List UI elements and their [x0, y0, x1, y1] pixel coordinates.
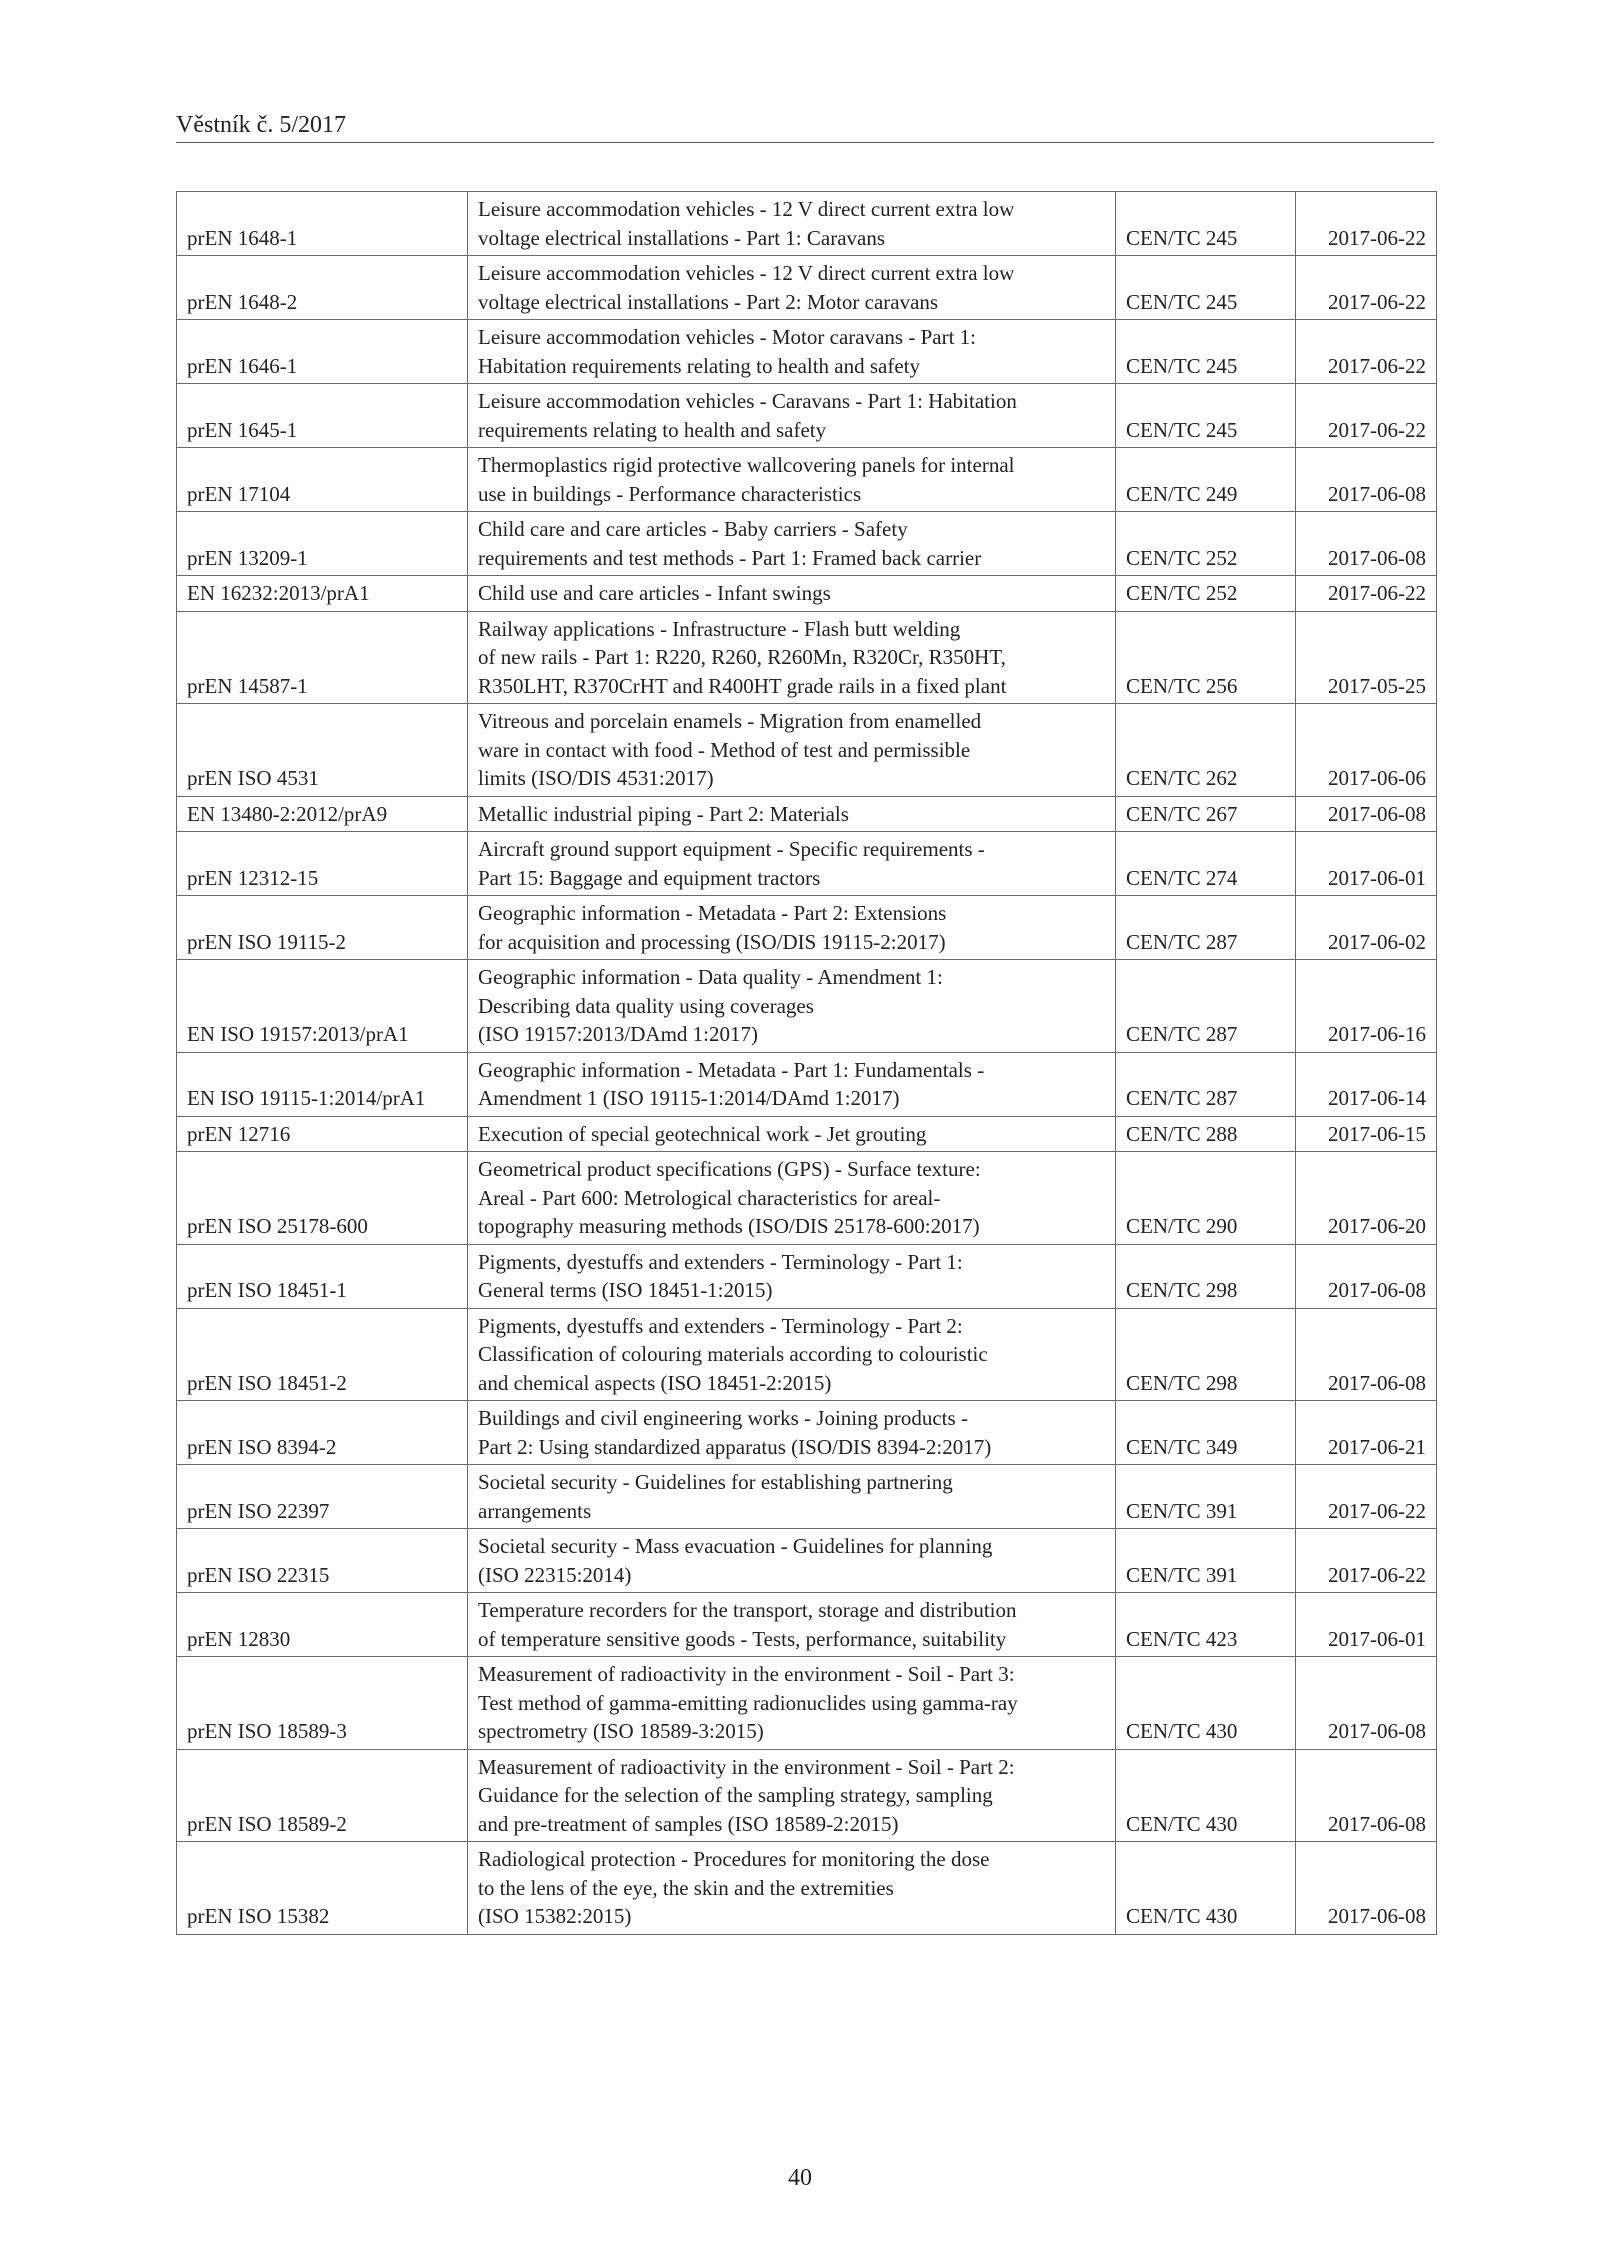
standard-title-line: for acquisition and processing (ISO/DIS 19115-2:2017) — [478, 929, 946, 954]
deadline-date: 2017-06-20 — [1296, 1152, 1437, 1245]
standard-code: prEN 13209-1 — [177, 512, 468, 576]
standard-code: prEN 1645-1 — [177, 384, 468, 448]
standard-code: prEN 12312-15 — [177, 832, 468, 896]
standard-code: EN ISO 19157:2013/prA1 — [177, 960, 468, 1053]
standard-title — [468, 512, 1116, 576]
standard-code: EN 16232:2013/prA1 — [177, 576, 468, 612]
standard-title-line: Classification of colouring materials according to colouristic — [478, 1342, 988, 1366]
technical-committee: CEN/TC 287 — [1116, 896, 1296, 960]
standard-code: prEN 1648-2 — [177, 256, 468, 320]
deadline-date: 2017-06-22 — [1296, 320, 1437, 384]
standard-title-line: limits (ISO/DIS 4531:2017) — [478, 766, 714, 790]
standard-title-line: Leisure accommodation vehicles - Motor caravans - Part 1: — [478, 325, 976, 349]
deadline-date: 2017-06-15 — [1296, 1116, 1437, 1152]
standard-title — [468, 1401, 1116, 1465]
deadline-date: 2017-06-08 — [1296, 1842, 1437, 1935]
standard-title-line: Leisure accommodation vehicles - Caravans - Part 1: Habitation — [478, 389, 1017, 413]
standard-title — [468, 576, 1116, 612]
standard-code: prEN 1648-1 — [177, 192, 468, 256]
technical-committee: CEN/TC 274 — [1116, 832, 1296, 896]
table-row — [177, 1152, 1437, 1245]
table-row — [177, 384, 1437, 448]
technical-committee: CEN/TC 262 — [1116, 704, 1296, 797]
deadline-date: 2017-06-14 — [1296, 1052, 1437, 1116]
deadline-date: 2017-06-08 — [1296, 512, 1437, 576]
standard-title-line: use in buildings - Performance characteristics — [478, 481, 862, 506]
table-row — [177, 192, 1437, 256]
standard-code: prEN 12830 — [177, 1593, 468, 1657]
standard-title — [468, 384, 1116, 448]
deadline-date: 2017-06-08 — [1296, 1749, 1437, 1842]
page-number: 40 — [788, 2165, 812, 2191]
standard-title — [468, 896, 1116, 960]
standard-title — [468, 1529, 1116, 1593]
standard-title-line: Describing data quality using coverages — [478, 993, 814, 1018]
deadline-date: 2017-06-08 — [1296, 1657, 1437, 1750]
table-row — [177, 1749, 1437, 1842]
standard-title-line: arrangements — [478, 1498, 592, 1523]
deadline-date: 2017-06-22 — [1296, 1465, 1437, 1529]
technical-committee: CEN/TC 252 — [1116, 576, 1296, 612]
technical-committee: CEN/TC 290 — [1116, 1152, 1296, 1245]
standard-title-line: and chemical aspects (ISO 18451-2:2015) — [478, 1370, 832, 1395]
standard-title-line: Areal - Part 600: Metrological characteristics for areal- — [478, 1185, 941, 1210]
technical-committee: CEN/TC 430 — [1116, 1842, 1296, 1935]
standard-code: prEN 17104 — [177, 448, 468, 512]
deadline-date: 2017-06-22 — [1296, 256, 1437, 320]
standard-title — [468, 192, 1116, 256]
standard-title-line: and pre-treatment of samples (ISO 18589-2:2015) — [478, 1811, 899, 1836]
standard-title-line: Geometrical product specifications (GPS) - Surface texture: — [478, 1157, 981, 1181]
standard-title-line: Radiological protection - Procedures for monitoring the dose — [478, 1847, 990, 1871]
standard-title — [468, 611, 1116, 704]
standard-code: prEN ISO 22397 — [177, 1465, 468, 1529]
technical-committee: CEN/TC 298 — [1116, 1244, 1296, 1308]
standard-code: prEN ISO 18589-2 — [177, 1749, 468, 1842]
table-row — [177, 1052, 1437, 1116]
standard-title — [468, 704, 1116, 797]
standard-title-line: Geographic information - Metadata - Part 1: Fundamentals - — [478, 1057, 985, 1082]
technical-committee: CEN/TC 423 — [1116, 1593, 1296, 1657]
table-row — [177, 448, 1437, 512]
standard-title — [468, 796, 1116, 832]
standard-title — [468, 1244, 1116, 1308]
standard-title-line: Temperature recorders for the transport, storage and distribution — [478, 1598, 1017, 1622]
table-row — [177, 832, 1437, 896]
standard-title — [468, 1465, 1116, 1529]
page-header — [176, 112, 1434, 143]
technical-committee: CEN/TC 391 — [1116, 1529, 1296, 1593]
standard-title — [468, 256, 1116, 320]
technical-committee: CEN/TC 252 — [1116, 512, 1296, 576]
standard-title-line: Societal security - Guidelines for establishing partnering — [478, 1470, 953, 1494]
standard-title — [468, 1657, 1116, 1750]
standard-title-line: spectrometry (ISO 18589-3:2015) — [478, 1719, 764, 1743]
standard-title-line: General terms (ISO 18451-1:2015) — [478, 1278, 773, 1302]
standard-code: EN ISO 19115-1:2014/prA1 — [177, 1052, 468, 1116]
standard-title — [468, 832, 1116, 896]
deadline-date: 2017-06-02 — [1296, 896, 1437, 960]
technical-committee: CEN/TC 430 — [1116, 1657, 1296, 1750]
journal-title: Věstník č. 5/2017 — [176, 112, 346, 138]
standard-title-line: (ISO 22315:2014) — [478, 1562, 632, 1587]
technical-committee: CEN/TC 245 — [1116, 384, 1296, 448]
standard-title-line: of new rails - Part 1: R220, R260, R260Mn, R320Cr, R350HT, — [478, 645, 1006, 669]
table-row — [177, 1401, 1437, 1465]
deadline-date: 2017-06-08 — [1296, 448, 1437, 512]
table-row — [177, 256, 1437, 320]
standard-title-line: (ISO 15382:2015) — [478, 1904, 632, 1928]
table-row — [177, 576, 1437, 612]
table-row — [177, 1657, 1437, 1750]
standard-title-line: (ISO 19157:2013/DAmd 1:2017) — [478, 1022, 758, 1046]
technical-committee: CEN/TC 249 — [1116, 448, 1296, 512]
standard-code: prEN ISO 4531 — [177, 704, 468, 797]
standard-title — [468, 320, 1116, 384]
standard-title-line: R350LHT, R370CrHT and R400HT grade rails in a fixed plant — [478, 673, 1007, 698]
standard-title — [468, 1052, 1116, 1116]
standard-title-line: Aircraft ground support equipment - Specific requirements - — [478, 837, 985, 861]
standard-title-line: voltage electrical installations - Part 1: Caravans — [478, 225, 886, 250]
standard-title-line: Habitation requirements relating to health and safety — [478, 353, 921, 378]
standard-title-line: Measurement of radioactivity in the environment - Soil - Part 2: — [478, 1754, 1015, 1779]
standard-title-line: Test method of gamma-emitting radionuclides using gamma-ray — [478, 1690, 1018, 1715]
table-row — [177, 1308, 1437, 1401]
standard-title-line: Leisure accommodation vehicles - 12 V direct current extra low — [478, 197, 1015, 221]
standard-title-line: Geographic information - Data quality - Amendment 1: — [478, 965, 943, 989]
technical-committee: CEN/TC 288 — [1116, 1116, 1296, 1152]
table-row — [177, 1465, 1437, 1529]
technical-committee: CEN/TC 287 — [1116, 1052, 1296, 1116]
standard-code: prEN ISO 18451-1 — [177, 1244, 468, 1308]
table-row — [177, 796, 1437, 832]
standards-table-body — [177, 192, 1437, 1935]
technical-committee: CEN/TC 245 — [1116, 320, 1296, 384]
standard-title-line: Measurement of radioactivity in the environment - Soil - Part 3: — [478, 1662, 1015, 1686]
technical-committee: CEN/TC 256 — [1116, 611, 1296, 704]
standard-title — [468, 960, 1116, 1053]
table-row — [177, 1842, 1437, 1935]
deadline-date: 2017-06-22 — [1296, 1529, 1437, 1593]
table-row — [177, 960, 1437, 1053]
deadline-date: 2017-06-08 — [1296, 796, 1437, 832]
standard-code: prEN 12716 — [177, 1116, 468, 1152]
standard-title — [468, 1308, 1116, 1401]
standard-title-line: Part 2: Using standardized apparatus (ISO/DIS 8394-2:2017) — [478, 1434, 992, 1459]
standard-title — [468, 1116, 1116, 1152]
standard-title — [468, 448, 1116, 512]
standard-title-line: ware in contact with food - Method of test and permissible — [478, 737, 971, 762]
standard-title-line: Thermoplastics rigid protective wallcovering panels for internal — [478, 453, 1015, 477]
table-row — [177, 896, 1437, 960]
standard-title-line: Vitreous and porcelain enamels - Migration from enamelled — [478, 709, 982, 733]
table-row — [177, 1593, 1437, 1657]
standard-title-line: Leisure accommodation vehicles - 12 V direct current extra low — [478, 261, 1015, 285]
technical-committee: CEN/TC 430 — [1116, 1749, 1296, 1842]
standard-title-line: Societal security - Mass evacuation - Guidelines for planning — [478, 1534, 993, 1558]
deadline-date: 2017-06-08 — [1296, 1308, 1437, 1401]
standard-code: prEN ISO 18589-3 — [177, 1657, 468, 1750]
deadline-date: 2017-06-22 — [1296, 576, 1437, 612]
standard-title-line: to the lens of the eye, the skin and the extremities — [478, 1875, 894, 1900]
standard-title-line: Part 15: Baggage and equipment tractors — [478, 865, 821, 890]
deadline-date: 2017-06-22 — [1296, 192, 1437, 256]
standard-title-line: Pigments, dyestuffs and extenders - Terminology - Part 1: — [478, 1249, 963, 1274]
deadline-date: 2017-06-22 — [1296, 384, 1437, 448]
deadline-date: 2017-06-08 — [1296, 1244, 1437, 1308]
deadline-date: 2017-06-06 — [1296, 704, 1437, 797]
standard-code: prEN ISO 15382 — [177, 1842, 468, 1935]
table-row — [177, 1529, 1437, 1593]
standard-title — [468, 1842, 1116, 1935]
standard-title — [468, 1152, 1116, 1245]
technical-committee: CEN/TC 298 — [1116, 1308, 1296, 1401]
standard-title-line: of temperature sensitive goods - Tests, performance, suitability — [478, 1626, 1007, 1651]
standard-code: EN 13480-2:2012/prA9 — [177, 796, 468, 832]
standard-title-line: Child care and care articles - Baby carriers - Safety — [478, 517, 908, 541]
standard-code: prEN ISO 8394-2 — [177, 1401, 468, 1465]
table-row — [177, 1116, 1437, 1152]
standard-title-line: requirements relating to health and safety — [478, 417, 827, 442]
standard-title-line: voltage electrical installations - Part 2: Motor caravans — [478, 289, 939, 314]
standard-code: prEN ISO 19115-2 — [177, 896, 468, 960]
technical-committee: CEN/TC 267 — [1116, 796, 1296, 832]
deadline-date: 2017-05-25 — [1296, 611, 1437, 704]
deadline-date: 2017-06-16 — [1296, 960, 1437, 1053]
standard-code: prEN ISO 25178-600 — [177, 1152, 468, 1245]
standard-title — [468, 1749, 1116, 1842]
table-row — [177, 512, 1437, 576]
table-row — [177, 320, 1437, 384]
standard-title-line: Child use and care articles - Infant swings — [478, 581, 831, 605]
standard-title — [468, 1593, 1116, 1657]
table-row — [177, 1244, 1437, 1308]
standard-title-line: topography measuring methods (ISO/DIS 25178-600:2017) — [478, 1214, 980, 1238]
standard-title-line: Execution of special geotechnical work - Jet grouting — [478, 1121, 927, 1146]
standard-code: prEN 14587-1 — [177, 611, 468, 704]
standard-title-line: Pigments, dyestuffs and extenders - Terminology - Part 2: — [478, 1313, 963, 1338]
technical-committee: CEN/TC 391 — [1116, 1465, 1296, 1529]
standard-title-line: Amendment 1 (ISO 19115-1:2014/DAmd 1:2017) — [478, 1086, 900, 1110]
technical-committee: CEN/TC 287 — [1116, 960, 1296, 1053]
deadline-date: 2017-06-01 — [1296, 832, 1437, 896]
table-row — [177, 704, 1437, 797]
technical-committee: CEN/TC 245 — [1116, 192, 1296, 256]
standard-title-line: requirements and test methods - Part 1: Framed back carrier — [478, 545, 982, 570]
deadline-date: 2017-06-01 — [1296, 1593, 1437, 1657]
technical-committee: CEN/TC 349 — [1116, 1401, 1296, 1465]
standards-table — [176, 191, 1437, 1935]
table-row — [177, 611, 1437, 704]
standard-title-line: Railway applications - Infrastructure - Flash butt welding — [478, 616, 961, 641]
standard-code: prEN 1646-1 — [177, 320, 468, 384]
deadline-date: 2017-06-21 — [1296, 1401, 1437, 1465]
standard-code: prEN ISO 18451-2 — [177, 1308, 468, 1401]
standard-title-line: Metallic industrial piping - Part 2: Materials — [478, 801, 849, 826]
technical-committee: CEN/TC 245 — [1116, 256, 1296, 320]
standard-code: prEN ISO 22315 — [177, 1529, 468, 1593]
standard-title-line: Buildings and civil engineering works - Joining products - — [478, 1406, 968, 1430]
standard-title-line: Geographic information - Metadata - Part 2: Extensions — [478, 901, 947, 925]
standard-title-line: Guidance for the selection of the sampling strategy, sampling — [478, 1783, 993, 1807]
